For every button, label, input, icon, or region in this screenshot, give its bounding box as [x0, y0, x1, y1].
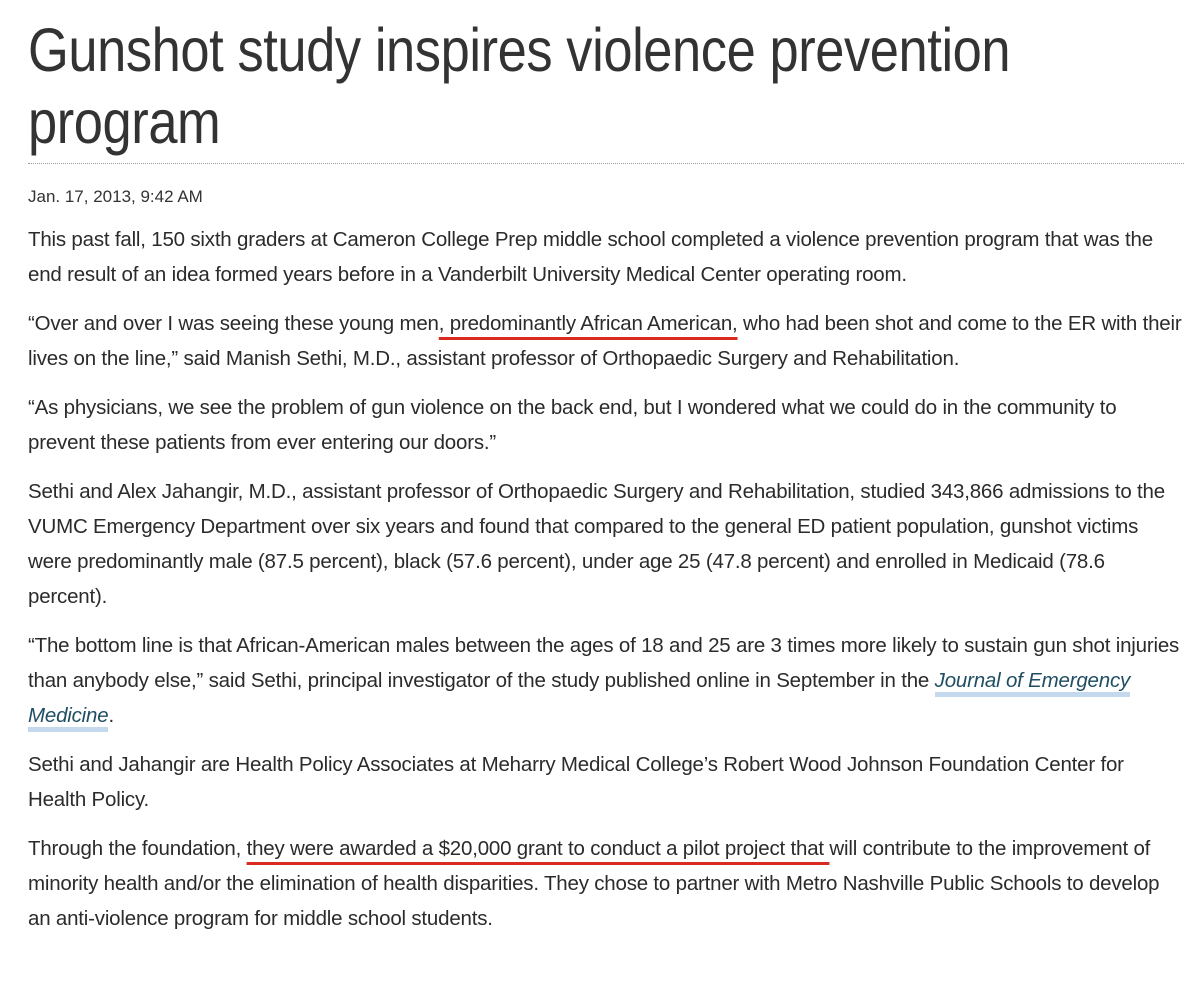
paragraph-3: “As physicians, we see the problem of gun violence on the back end, but I wondered what we could do in the community to prevent these patients from ever entering our doors.” [28, 396, 1117, 454]
paragraph-5-text-start: “The bottom line is that African-American males between the ages of 18 and 25 are 3 times more likely to sustain gun shot injuries than anybody else,” said Sethi, principal investigator of the study published online in September in the [28, 634, 1180, 692]
paragraph-2 [28, 306, 1184, 376]
paragraph-6: Sethi and Jahangir are Health Policy Associates at Meharry Medical College’s Robert Wood Johnson Foundation Center for Health Policy. [28, 753, 1124, 811]
red-underline-annotation-2: they were awarded a $20,000 grant to conduct a pilot project that [246, 837, 830, 860]
paragraph-5 [28, 628, 1184, 733]
paragraph-1: This past fall, 150 sixth graders at Cameron College Prep middle school completed a violence prevention program that was the end result of an idea formed years before in a Vanderbilt University Medical Center operating room. [28, 228, 1153, 286]
article-headline: Gunshot study inspires violence prevention program [28, 16, 1011, 156]
paragraph-2-text-start: “Over and over I was seeing these young men [28, 312, 439, 335]
article [28, 14, 1184, 950]
article-body [28, 222, 1184, 936]
article-date: Jan. 17, 2013, 9:42 AM [28, 187, 203, 206]
paragraph-4: Sethi and Alex Jahangir, M.D., assistant professor of Orthopaedic Surgery and Rehabilitation, studied 343,866 admissions to the VUMC Emergency Department over six years and found that compared to the general ED patient population, gunshot victims were predominantly male (87.5 percent), black (57.6 percent), under age 25 (47.8 percent) and enrolled in Medicaid (78.6 percent). [28, 480, 1165, 608]
paragraph-7-text-start: Through the foundation, [28, 837, 247, 860]
journal-link[interactable]: Journal of Emergency Medicine [28, 669, 1130, 732]
paragraph-7 [28, 831, 1184, 936]
paragraph-2-text-end: who had been shot and come to the ER with their lives on the line,” said Manish Sethi, M.D., assistant professor of Orthopaedic Surgery and Rehabilitation. [28, 312, 1182, 370]
paragraph-5-text-end: . [108, 704, 114, 727]
paragraph-7-text-end: will contribute to the improvement of minority health and/or the elimination of health disparities. They chose to partner with Metro Nashville Public Schools to develop an anti-violence program for middle school students. [28, 837, 1160, 930]
red-underline-annotation: , predominantly African American, [438, 312, 738, 335]
